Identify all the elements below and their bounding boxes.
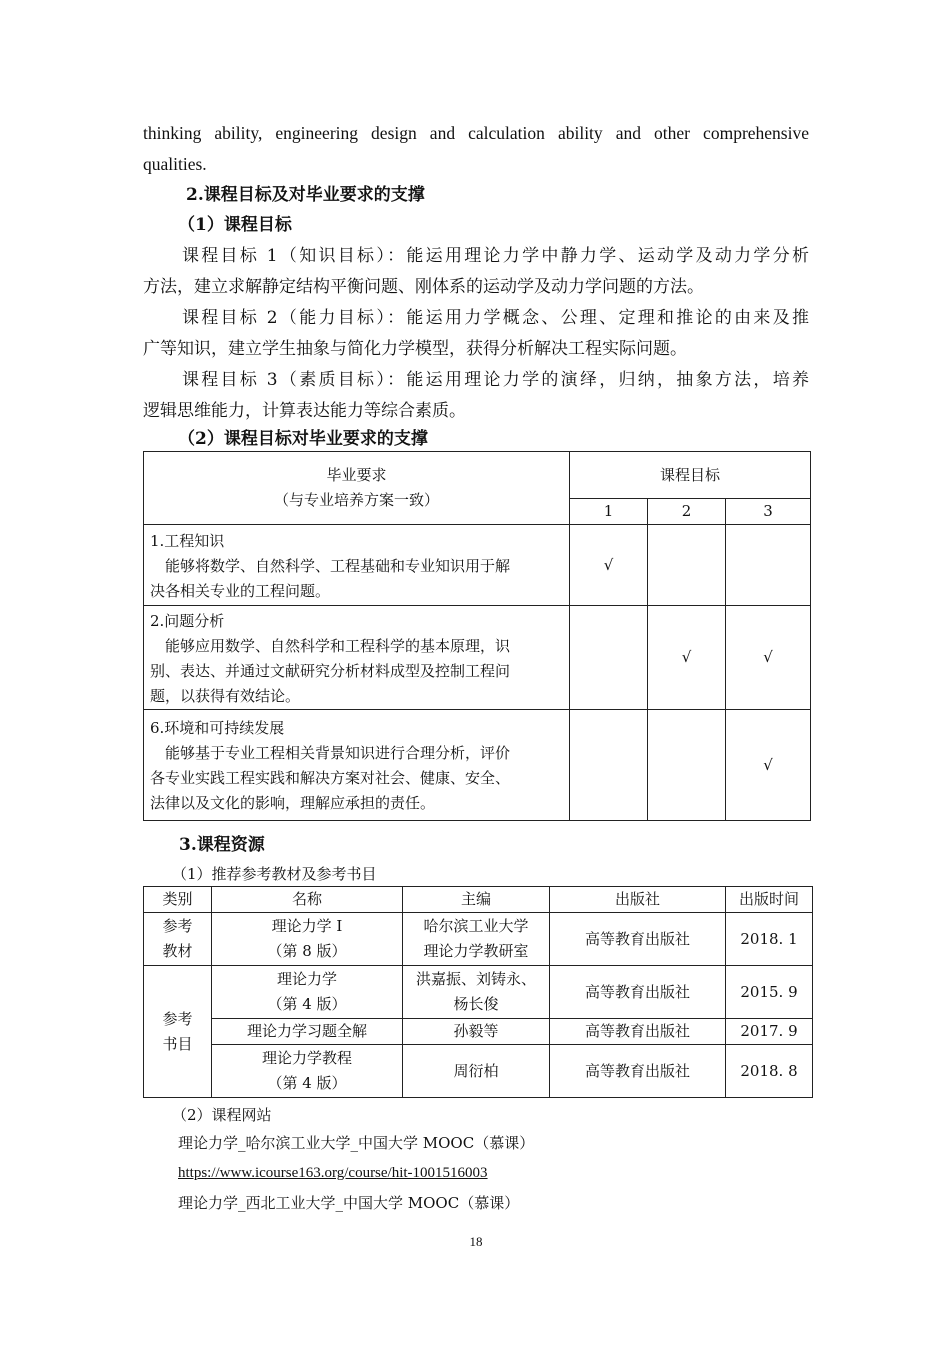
website-2-title: 理论力学_西北工业大学_中国大学 MOOC（慕课） [178,1194,520,1212]
support-subheading: （2）课程目标对毕业要求的支撑 [178,429,428,449]
section-2-heading: 2.课程目标及对毕业要求的支撑 [186,185,425,205]
requirement-desc: 各专业实践工程实践和解决方案对社会、健康、安全、 [150,769,511,787]
category-cell [144,966,212,1098]
check-mark [570,606,648,710]
table-row [144,525,811,606]
check-mark: √ [570,525,648,606]
table-row [144,1019,813,1045]
website-1-title: 理论力学_哈尔滨工业大学_中国大学 MOOC（慕课） [178,1134,535,1152]
publisher: 高等教育出版社 [550,913,726,966]
category-cell [144,913,212,966]
goals-support-table [143,451,811,821]
goal-col-3: 3 [726,499,811,525]
table-row [144,710,811,821]
book-name: 理论力学教程 [261,1049,352,1067]
books-subheading: （1）推荐参考教材及参考书目 [172,865,377,883]
category-label: 参考 [162,1009,193,1028]
page-number: 18 [469,1234,483,1249]
pub-date: 2015. 9 [726,966,813,1019]
editor-cell [403,966,550,1019]
requirement-desc: 决各相关专业的工程问题。 [150,581,331,600]
requirement-cell [144,525,570,606]
check-mark [726,525,811,606]
publisher: 高等教育出版社 [550,1019,726,1045]
goal-col-2: 2 [648,499,726,525]
website-1-link[interactable]: https://www.icourse163.org/course/hit-1001516003 [178,1165,488,1181]
check-mark: √ [648,606,726,710]
check-mark: √ [726,606,811,710]
requirement-header-cell [144,452,570,525]
goal-3-line-2: 逻辑思维能力，计算表达能力等综合素质。 [143,401,466,421]
pub-date: 2018. 8 [726,1045,813,1098]
requirement-title: 6.环境和可持续发展 [150,719,285,737]
pub-date: 2018. 1 [726,913,813,966]
publisher: 高等教育出版社 [550,1045,726,1098]
intro-line-1: thinking ability, engineering design and calculation ability and other comprehensive [143,123,809,143]
section-3-heading: 3.课程资源 [179,835,265,855]
requirement-desc: 题，以获得有效结论。 [150,686,301,705]
requirement-desc: 能够基于专业工程相关背景知识进行合理分析，评价 [150,744,511,762]
book-name-cell [212,1045,403,1098]
goal-1-line-2: 方法，建立求解静定结构平衡问题、刚体系的运动学及动力学问题的方法。 [143,277,704,297]
requirement-header: 毕业要求 [326,466,387,484]
requirement-desc: 法律以及文化的影响，理解应承担的责任。 [150,794,436,812]
table-row [144,606,811,710]
book-edition: （第 4 版） [267,1074,347,1092]
editor: 杨长俊 [453,995,499,1013]
book-edition: （第 8 版） [267,942,347,960]
goal-3-line-1: 课程目标 3（素质目标）：能运用理论力学的演绎，归纳，抽象方法，培养 [182,370,809,390]
editor: 洪嘉振、刘铸永、 [415,970,536,988]
check-mark: √ [726,710,811,821]
course-goals-header: 课程目标 [570,452,811,499]
book-name: 理论力学习题全解 [212,1019,403,1045]
header-name: 名称 [212,887,403,913]
header-category: 类别 [144,887,212,913]
intro-line-2: qualities. [143,154,207,174]
check-mark [648,710,726,821]
course-goals-subheading: （1）课程目标 [178,215,292,235]
check-mark [570,710,648,821]
category-label: 教材 [162,942,193,960]
category-label: 书目 [162,1034,193,1053]
book-name-cell [212,966,403,1019]
editor: 周衍柏 [403,1045,550,1098]
goal-col-1: 1 [570,499,648,525]
table-row [144,966,813,1019]
check-mark [648,525,726,606]
requirement-desc: 能够应用数学、自然科学和工程科学的基本原理，识 [150,636,511,655]
goal-2-line-1: 课程目标 2（能力目标）：能运用力学概念、公理、定理和推论的由来及推 [182,308,809,328]
requirement-title: 2.问题分析 [150,611,225,630]
pub-date: 2017. 9 [726,1019,813,1045]
category-label: 参考 [162,917,193,935]
requirement-cell [144,710,570,821]
requirement-title: 1.工程知识 [150,531,225,550]
editor: 理论力学教研室 [423,942,529,960]
requirement-desc: 能够将数学、自然科学、工程基础和专业知识用于解 [150,556,511,575]
book-name-cell [212,913,403,966]
requirement-header-note: （与专业培养方案一致） [273,491,439,509]
table-row [144,1045,813,1098]
publisher: 高等教育出版社 [550,966,726,1019]
goal-1-line-1: 课程目标 1（知识目标）：能运用理论力学中静力学、运动学及动力学分析 [182,246,809,266]
table-row [144,913,813,966]
header-editor: 主编 [403,887,550,913]
editor: 孙毅等 [403,1019,550,1045]
book-edition: （第 4 版） [267,995,347,1013]
header-publisher: 出版社 [550,887,726,913]
reference-books-table [143,886,813,1098]
book-name: 理论力学 [276,970,337,988]
requirement-cell [144,606,570,710]
requirement-desc: 别、表达、并通过文献研究分析材料成型及控制工程问 [150,661,511,680]
goal-2-line-2: 广等知识，建立学生抽象与简化力学模型，获得分析解决工程实际问题。 [143,339,687,359]
websites-subheading: （2）课程网站 [172,1106,272,1124]
editor: 哈尔滨工业大学 [423,917,529,935]
book-name: 理论力学 I [271,917,343,935]
header-date: 出版时间 [726,887,813,913]
editor-cell [403,913,550,966]
